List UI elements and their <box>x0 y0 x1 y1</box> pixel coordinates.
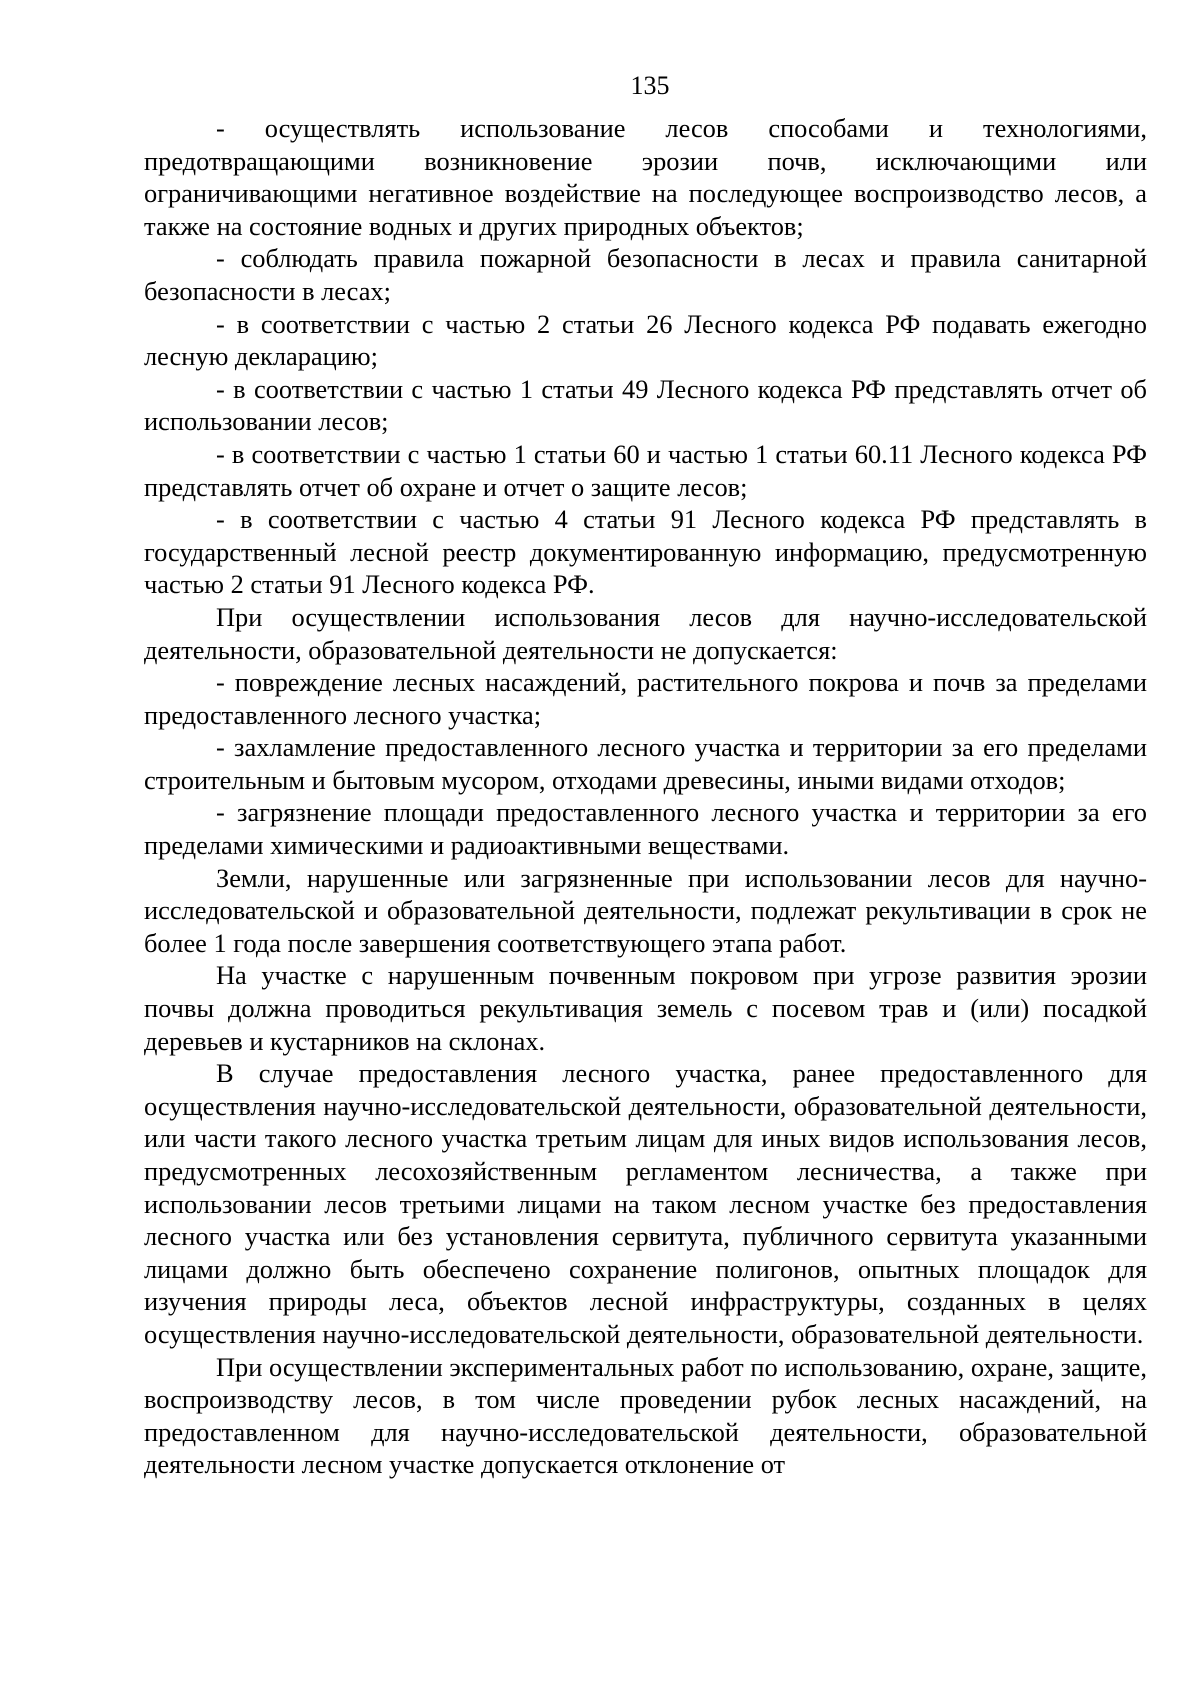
paragraph-7: При осуществлении использования лесов для научно-исследовательской деятельности, образовательной деятельности не допускается: <box>144 601 1147 665</box>
paragraph-14: При осуществлении экспериментальных работ по использованию, охране, защите, воспроизводству лесов, в том числе проведении рубок лесных насаждений, на предоставленном для научно-исследовательской деятельности, образовательной деятельности лесном участке допускается отклонение от <box>144 1351 1147 1480</box>
paragraph-3: - в соответствии с частью 2 статьи 26 Лесного кодекса РФ подавать ежегодно лесную декларацию; <box>144 308 1147 372</box>
paragraph-10: - загрязнение площади предоставленного лесного участка и территории за его пределами химическими и радиоактивными веществами. <box>144 797 1147 861</box>
paragraph-13: В случае предоставления лесного участка, ранее предоставленного для осуществления научно-исследовательской деятельности, образовательной деятельности, или части такого лесного участка третьим лицам для иных видов использования лесов, предусмотренных лесохозяйственным регламентом лесничества, а также при использовании лесов третьими лицами на таком лесном участке без предоставления лесного участка или без установления сервитута, публичного сервитута указанными лицами должно быть обеспечено сохранение полигонов, опытных площадок для изучения природы леса, объектов лесной инфраструктуры, созданных в целях осуществления научно-исследовательской деятельности, образовательной деятельности. <box>144 1058 1147 1349</box>
paragraph-8: - повреждение лесных насаждений, растительного покрова и почв за пределами предоставленного лесного участка; <box>144 667 1147 730</box>
paragraph-2: - соблюдать правила пожарной безопасности в лесах и правила санитарной безопасности в лесах; <box>144 243 1147 306</box>
paragraph-4: - в соответствии с частью 1 статьи 49 Лесного кодекса РФ представлять отчет об использовании лесов; <box>144 373 1147 437</box>
document-body <box>144 112 1147 1481</box>
paragraph-9: - захламление предоставленного лесного участка и территории за его пределами строительным и бытовым мусором, отходами древесины, иными видами отходов; <box>144 732 1147 795</box>
paragraph-5: - в соответствии с частью 1 статьи 60 и частью 1 статьи 60.11 Лесного кодекса РФ представлять отчет об охране и отчет о защите лесов; <box>144 438 1147 502</box>
paragraph-6: - в соответствии с частью 4 статьи 91 Лесного кодекса РФ представлять в государственный лесной реестр документированную информацию, предусмотренную частью 2 статьи 91 Лесного кодекса РФ. <box>144 504 1147 600</box>
paragraph-11: Земли, нарушенные или загрязненные при использовании лесов для научно-исследовательской и образовательной деятельности, подлежат рекультивации в срок не более 1 года после завершения соответствующего этапа работ. <box>144 862 1147 958</box>
paragraph-12: На участке с нарушенным почвенным покровом при угрозе развития эрозии почвы должна проводиться рекультивация земель с посевом трав и (или) посадкой деревьев и кустарников на склонах. <box>144 960 1147 1056</box>
paragraph-1: - осуществлять использование лесов способами и технологиями, предотвращающими возникновение эрозии почв, исключающими или ограничивающими негативное воздействие на последующее воспроизводство лесов, а также на состояние водных и других природных объектов; <box>144 113 1147 241</box>
page-number: 135 <box>630 71 670 100</box>
